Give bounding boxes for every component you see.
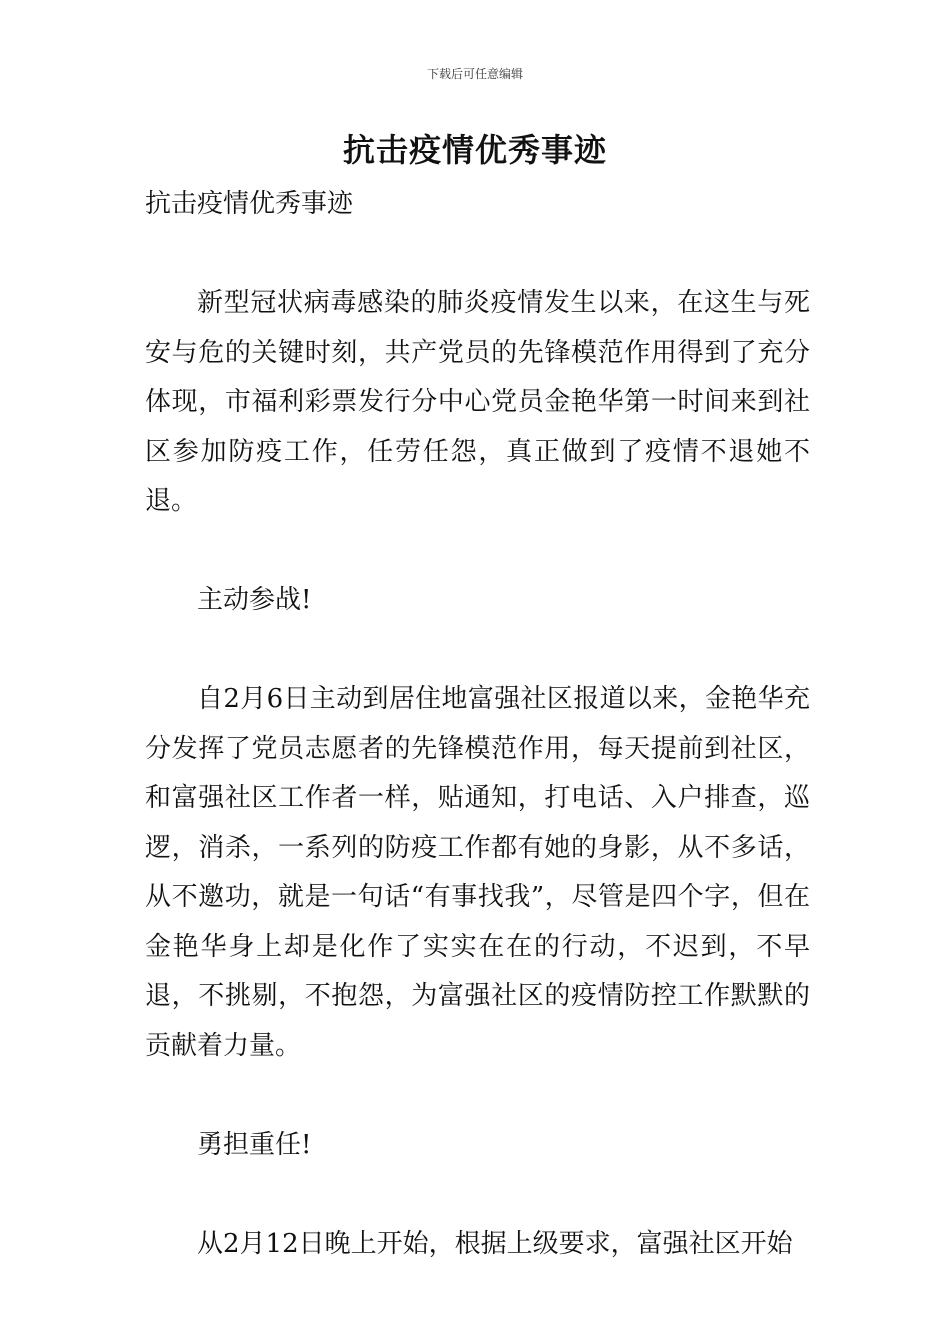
page-header-note: 下载后可任意编辑	[426, 67, 523, 81]
paragraph-intro: 新型冠状病毒感染的肺炎疫情发生以来，在这生与死安与危的关键时刻，共产党员的先锋模范作用得到了充分体现，市福利彩票发行分中心党员金艳华第一时间来到社区参加防疫工作，任劳任怨，真正做到了疫情不退她不退。	[145, 288, 810, 516]
blank-line	[145, 1071, 810, 1121]
blank-line	[145, 527, 810, 577]
blank-line	[145, 230, 810, 280]
paragraph-active-duty: 自2月6日主动到居住地富强社区报道以来，金艳华充分发挥了党员志愿者的先锋模范作用，每天提前到社区，和富强社区工作者一样，贴通知，打电话、入户排查，巡逻，消杀，一系列的防疫工作都有她的身影，从不多话，从不邀功，就是一句话“有事找我”，尽管是四个字，但在金艳华身上却是化作了实实在在的行动，不迟到，不早退，不挑剔，不抱怨，为富强社区的疫情防控工作默默的贡献着力量。	[145, 684, 810, 1061]
paragraph-responsibility: 从2月12日晚上开始，根据上级要求，富强社区开始	[197, 1228, 793, 1259]
document-body	[145, 180, 810, 1269]
section-heading-responsibility: 勇担重任!	[197, 1129, 312, 1160]
blank-line	[145, 1170, 810, 1220]
blank-line	[145, 626, 810, 676]
document-title: 抗击疫情优秀事迹	[342, 131, 607, 169]
document-subtitle: 抗击疫情优秀事迹	[145, 189, 354, 219]
section-heading-active: 主动参战!	[197, 585, 312, 615]
